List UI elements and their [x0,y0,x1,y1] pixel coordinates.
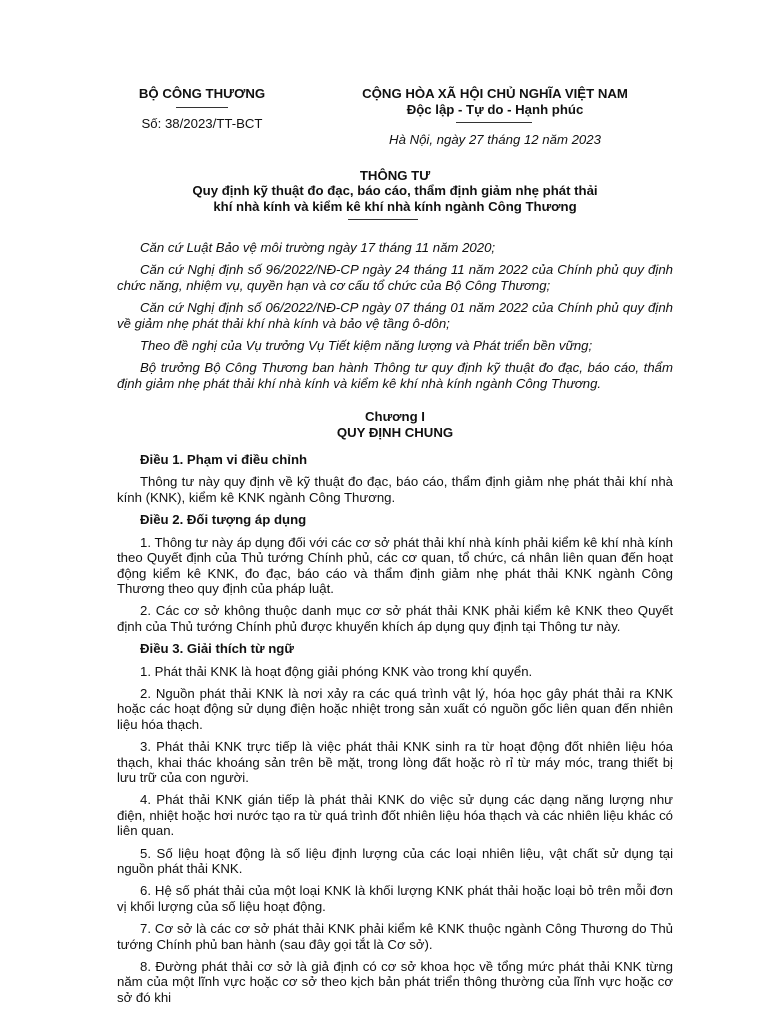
country-name: CỘNG HÒA XÃ HỘI CHỦ NGHĨA VIỆT NAM [362,86,628,101]
place-and-date: Hà Nội, ngày 27 tháng 12 năm 2023 [389,132,601,147]
article-2-paragraph-2: 2. Các cơ sở không thuộc danh mục cơ sở phát thải KNK phải kiểm kê KNK theo Quyết định của Thủ tướng Chính phủ được khuyến khích áp dụng quy định tại Thông tư này. [117,603,673,634]
national-motto: Độc lập - Tự do - Hạnh phúc [406,102,584,117]
header-left [112,86,292,132]
article-3-paragraph-1: 1. Phát thải KNK là hoạt động giải phóng KNK vào trong khí quyển. [140,663,533,679]
article-3-paragraph-8: 8. Đường phát thải cơ sở là giả định có cơ sở khoa học về tổng mức phát thải KNK từng năm của một lĩnh vực hoặc cơ sở theo kịch bản phát triển thông thường của lĩnh vực hoặc cơ sở đó khi [117,959,673,1005]
article-2-paragraph-1: 1. Thông tư này áp dụng đối với các cơ sở phát thải khí nhà kính phải kiểm kê khí nhà kính theo Quyết định của Thủ tướng Chính phủ, các cơ quan, tổ chức, cá nhân liên quan đến hoạt động kiểm kê KNK, đo đạc, báo cáo và thẩm định giảm nhẹ phát thải KNK ngành Công Thương theo quy định của pháp luật. [117,534,673,596]
article-3-paragraph-4: 4. Phát thải KNK gián tiếp là phát thải KNK do việc sử dụng các dạng năng lượng như điện, nhiệt hoặc hơi nước tạo ra từ quá trình đốt nhiên liệu hóa thạch và các nhiên liệu khác có liên quan. [117,792,673,839]
article-1-paragraph-1: Thông tư này quy định về kỹ thuật đo đạc, báo cáo, thẩm định giảm nhẹ phát thải khí nhà kính (KNK), kiểm kê KNK ngành Công Thương. [117,474,673,505]
document-number: Số: 38/2023/TT-BCT [141,116,263,131]
ministry-underline [176,107,228,108]
preamble-2: Căn cứ Nghị định số 96/2022/NĐ-CP ngày 24 tháng 11 năm 2022 của Chính phủ quy định chức năng, nhiệm vụ, quyền hạn và cơ cấu tổ chức của Bộ Công Thương; [117,262,673,293]
document-type: THÔNG TƯ [359,168,431,183]
article-3-paragraph-5: 5. Số liệu hoạt động là số liệu định lượng của các loại nhiên liệu, vật chất sử dụng tại nguồn phát thải KNK. [117,845,673,876]
motto-underline [456,122,532,123]
preamble-1: Căn cứ Luật Bảo vệ môi trường ngày 17 tháng 11 năm 2020; [140,240,496,255]
chapter-name: QUY ĐỊNH CHUNG [336,424,454,440]
article-3-paragraph-3: 3. Phát thải KNK trực tiếp là việc phát thải KNK sinh ra từ hoạt động đốt nhiên liệu hóa thạch, khai thác khoáng sản trên bề mặt, trong lòng đất hoặc rò rỉ từ máy móc, trang thiết bị lưu trữ của con người. [117,739,673,785]
preamble-4: Theo đề nghị của Vụ trưởng Vụ Tiết kiệm năng lượng và Phát triển bền vững; [140,338,593,354]
preamble-3: Căn cứ Nghị định số 06/2022/NĐ-CP ngày 07 tháng 01 năm 2022 của Chính phủ quy định về giảm nhẹ phát thải khí nhà kính và bảo vệ tầng ô-dôn; [117,300,673,331]
article-1-heading: Điều 1. Phạm vi điều chỉnh [140,452,308,468]
title-line-1: Quy định kỹ thuật đo đạc, báo cáo, thẩm định giảm nhẹ phát thải [192,183,598,199]
title-line-2: khí nhà kính và kiểm kê khí nhà kính ngành Công Thương [213,198,577,214]
document-title [117,168,673,214]
article-3-paragraph-2: 2. Nguồn phát thải KNK là nơi xảy ra các quá trình vật lý, hóa học gây phát thải ra KNK hoặc các hoạt động sử dụng điện hoặc nhiệt trong sản xuất có nguồn gốc liên quan đến nhiên liệu hóa thạch. [117,685,673,732]
preamble-5: Bộ trưởng Bộ Công Thương ban hành Thông tư quy định kỹ thuật đo đạc, báo cáo, thẩm định giảm nhẹ phát thải khí nhà kính và kiểm kê khí nhà kính ngành Công Thương. [117,360,673,391]
title-underline [348,219,418,220]
article-2-heading: Điều 2. Đối tượng áp dụng [140,512,307,528]
ministry-name: BỘ CÔNG THƯƠNG [138,86,266,101]
motto-rule-space [345,118,645,132]
ministry-rule-space [112,102,292,116]
header-right [345,86,645,148]
document-body [117,240,673,1012]
article-3-paragraph-7: 7. Cơ sở là các cơ sở phát thải KNK phải kiểm kê KNK thuộc ngành Công Thương do Thủ tướng Chính phủ ban hành (sau đây gọi tắt là Cơ sở). [117,921,673,952]
article-3-paragraph-6: 6. Hệ số phát thải của một loại KNK là khối lượng KNK phát thải hoặc loại bỏ trên mỗi đơn vị khối lượng của số liệu hoạt động. [117,883,673,914]
chapter-label: Chương I [365,409,425,425]
article-3-heading: Điều 3. Giải thích từ ngữ [140,641,294,657]
